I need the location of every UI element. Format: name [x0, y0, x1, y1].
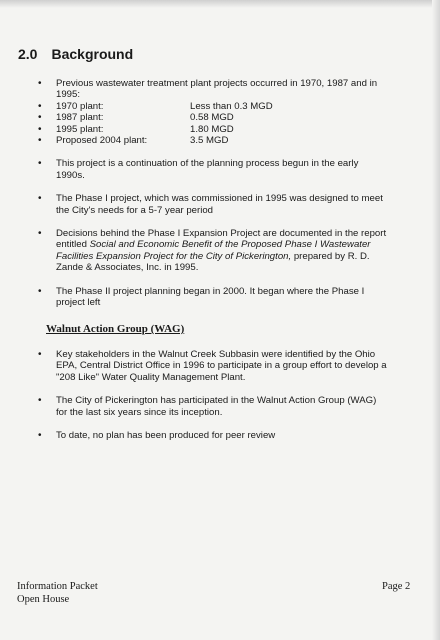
plant-label: Proposed 2004 plant: — [56, 135, 148, 147]
list-item — [38, 158, 388, 181]
bullet-icon: • — [38, 158, 42, 170]
plant-row — [38, 124, 388, 135]
bullet-icon: • — [38, 123, 42, 135]
bullet-text: To date, no plan has been produced for peer review — [56, 430, 276, 442]
bullet-text-plain: prepared by R. D. Zande & Associates, Inc. in 1995. — [56, 250, 370, 274]
section-title: Background — [51, 46, 134, 62]
bullet-icon: • — [38, 100, 42, 112]
list-item — [38, 193, 388, 216]
list-item — [38, 395, 388, 418]
bullet-text: The City of Pickerington has participated in the Walnut Action Group (WAG) for the last six years since its inception. — [56, 395, 377, 418]
scan-shadow-top — [0, 0, 440, 8]
list-item — [38, 430, 388, 441]
list-item — [38, 78, 388, 101]
footer-line: Information Packet — [17, 581, 98, 592]
spacer — [38, 274, 388, 286]
scan-shadow-right — [432, 0, 440, 640]
footer-line: Open House — [17, 594, 70, 605]
bullet-icon: • — [38, 78, 42, 89]
plant-value: 0.58 MGD — [190, 112, 234, 124]
wag-bullets — [38, 349, 388, 441]
plant-value: Less than 0.3 MGD — [190, 100, 273, 112]
bullet-icon: • — [38, 112, 42, 124]
section-number: 2.0 — [18, 46, 38, 62]
bullet-icon: • — [38, 135, 42, 147]
list-item — [38, 286, 388, 309]
bullet-icon: • — [38, 395, 42, 407]
bullet-text: Key stakeholders in the Walnut Creek Subbasin were identified by the Ohio EPA, Central District Office in 1996 to participate in a group effort to develop a "208 Like" Water Quality Management Plant. — [56, 349, 387, 383]
plant-label: 1970 plant: — [56, 100, 104, 112]
bullet-text: Previous wastewater treatment plant projects occurred in 1970, 1987 and in 1995: — [56, 78, 378, 101]
wag-heading: Walnut Action Group (WAG) — [46, 323, 185, 335]
report-title: Social and Economic Benefit of the Proposed Phase I Wastewater Facilities Expansion Project for the City of Pickerington, — [56, 239, 371, 262]
bullet-icon: • — [38, 430, 42, 442]
section-heading — [18, 46, 133, 62]
spacer — [38, 418, 388, 430]
bullet-icon: • — [38, 193, 42, 205]
spacer — [38, 181, 388, 193]
bullet-icon: • — [38, 228, 42, 240]
list-item — [38, 228, 388, 274]
spacer — [38, 216, 388, 228]
page-number: Page 2 — [382, 581, 411, 592]
wag-section — [38, 349, 388, 441]
plant-row — [38, 135, 388, 146]
background-section — [38, 78, 388, 309]
plant-row — [38, 112, 388, 123]
plant-row — [38, 101, 388, 112]
bullet-text-plain: Decisions behind the Phase I Expansion Project are documented in the report entitled — [56, 228, 387, 251]
footer-info — [17, 580, 98, 606]
list-item — [38, 349, 388, 383]
plant-value: 1.80 MGD — [190, 123, 234, 135]
spacer — [38, 383, 388, 395]
plant-label: 1987 plant: — [56, 112, 104, 124]
bullet-text: The Phase I project, which was commissioned in 1995 was designed to meet the City's needs for a 5-7 year period — [56, 193, 383, 216]
spacer — [38, 146, 388, 158]
plant-label: 1995 plant: — [56, 123, 104, 135]
bullet-text: This project is a continuation of the planning process begun in the early 1990s. — [56, 158, 359, 181]
background-bullets — [38, 78, 388, 309]
bullet-icon: • — [38, 285, 42, 297]
bullet-text: The Phase II project planning began in 2000. It began where the Phase I project left — [56, 285, 365, 309]
plant-value: 3.5 MGD — [190, 135, 229, 147]
bullet-icon: • — [38, 349, 42, 360]
